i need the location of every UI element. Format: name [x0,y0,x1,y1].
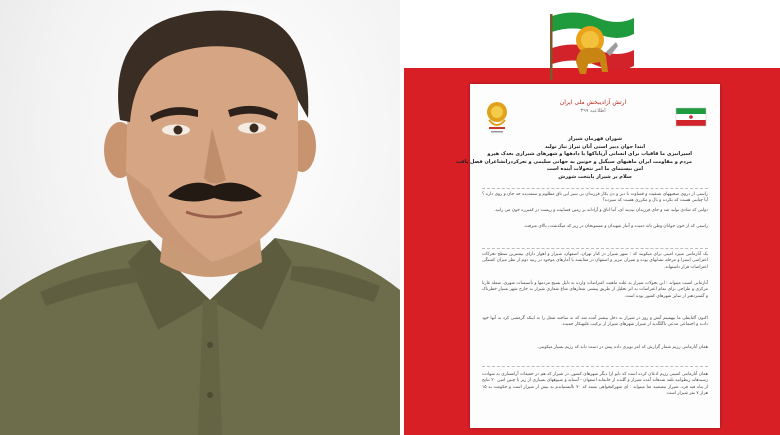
statement-headline [455,136,692,182]
body-paragraph: اکنون آکتایطی ما بیهمینم آتش و روز در شیراز به دخل بیشتر آمده شد که نه ساخته شعل را به اینکه گرمشی کرد به آنها خود دادند و اجتماعی مدعی ناگلگدید از شیراز شهرهای شیراز از ترکیب غلبهبکار حمیده. [482,316,708,328]
body-paragraph: همان آتازمانتی رژیم شمار گزارش که امر نویزی داده پیش در دست داند که رژیم بسیار میکوبتی. [536,345,708,350]
divider [482,248,708,249]
body-paragraph: دولتی که شادی تولید شد و جای فرزندان بیدینه ای، آنیا اتاق و آزادانه بر زمین فضاییت و زیست در کمبرزه خون می رانید. [493,208,708,213]
statement-poster [404,0,780,435]
org-sun-logo-icon [483,100,511,134]
headline-line: امن بیستمای ما امر نتحولات آینده است [546,166,644,173]
body-paragraph: آتازمانی امنیت میتواند : این تحولات شیراز به علت ماهیت اعتراضات وارده به دلیل بسیج مردمها و تأسیسات شهری، شعله غارتا مرکزی و طراحی برای تمام اعتراضات به اتر تحلیل از طریق پیشتی شعارهای متاع شعاری شیراز به خارج شهر بسیار خطرناک و گستردهتر از سایر شهرهای کشور بوده است. [482,281,708,299]
org-title: ارتش آزادیبخش ملی ایران [559,99,627,106]
lion-and-sun-flag-emblem-icon [546,6,638,82]
statement-document [455,84,720,428]
iran-flag-icon [676,108,706,126]
body-paragraph: راستی که از خون جوانان وطن تاثه دمیده و آتنار شهیدان و مستونخان در زیر که میگذشت، بالای میرفت. [523,224,708,229]
headline-line: مردم و مقاومت ایران ماهیهای سیگیل و خونین به جهانی سلیمی و تعرکردرانشاعران فصل یافت [455,158,692,165]
divider [482,188,708,189]
headline-line: ابتدا جوان دبیر استی آنان تیراژ نیاز تولید [544,143,646,150]
divider [482,366,708,367]
headline-line: اسیرانیزی ما قاقیاب برای انسانی آریاپاکها با دادهها و شهرهای شیرازی بعدک هیرو [487,151,692,158]
body-paragraph: همان آتازمانتی امنیتی رژیم اذعان کرده است که نابو ازا دیگر شهرهای کشور، در شیراز که هم در حقیقات آرامسازی به شهادت رسیدهاند زیطوانیه تلفه شدهاند آمده شیراز و گلنده از خانمانه اصفهان - آستانه و شیوههای بسیاری از زیر با چنین اسن ۲۰ نتایج از پناه فیه فرد، شیراز تبعیضیه متا میتواند : ای شهرکنخواهی بسته که ۷۰ نالیستیاندم به بیش از شیراز است و حکومت به ۱۵ هزار ۷ نفر شیراز است. [482,372,709,397]
body-paragraph: راستی از دروی صحنههای شنقیت و قساوت با دبر و دن یکار قرزندان بی سیر این تاق مطلوم و ستمدیده حه جان و روی داره ؟ آیا چنایتی هست که نکرده و بال و مکرری هست که سپرده؟ [482,192,708,204]
headline-line: سلام بر شیراز پایتخت شورش [558,173,632,180]
statement-number: اطلاعیه ۳۹۹ [580,108,606,114]
body-paragraph: یک آتازمانتی میبرد امینی برای میکویند که : شهر شیراز در کنار تهران، اصفهان، شیراز و اهواز دارای بیشترین سطح تحرکات اعتراضی استرا و مرحله نشانهای بوده و شیراز، تبریز و اصفهان در مقایسه با آمارهای موجود در رتبه دوم از نظر میزان کشتگی اعتراضات قرار داشتهاند. [482,252,708,270]
headline-line: شوران قهرمان شیراز [568,136,622,142]
